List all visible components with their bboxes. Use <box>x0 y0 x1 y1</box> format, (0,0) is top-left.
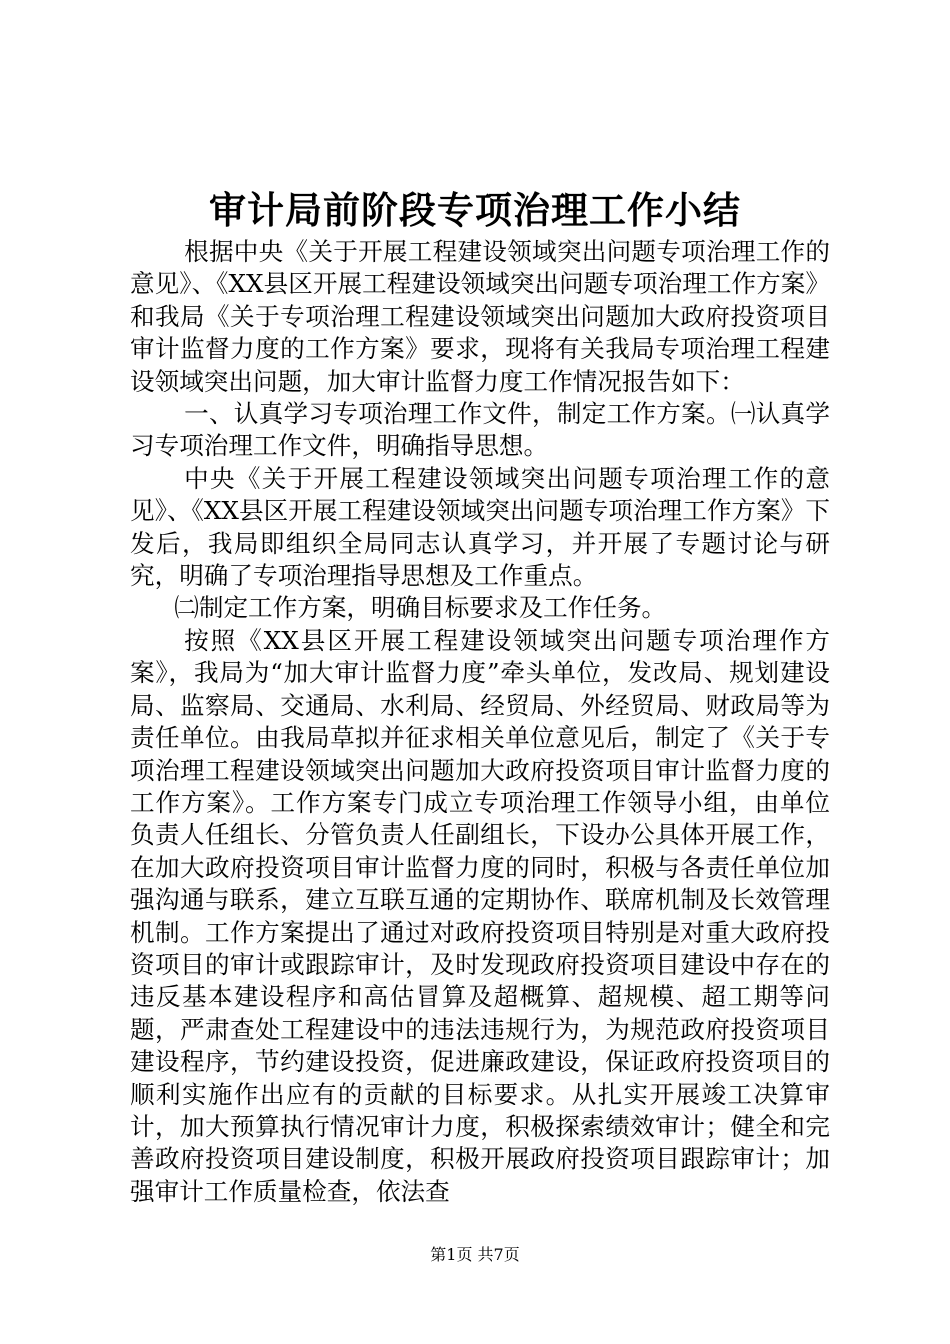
paragraph-intro: 根据中央《关于开展工程建设领域突出问题专项治理工作的意见》、《XX县区开展工程建设领域突出问题专项治理工作方案》和我局《关于专项治理工程建设领域突出问题加大政府投资项目审计监督力度的工作方案》要求，现将有关我局专项治理工程建设领域突出问题，加大审计监督力度工作情况报告如下： <box>130 237 830 396</box>
page-number-footer: 第1页 共7页 <box>430 1245 520 1264</box>
document-title: 审计局前阶段专项治理工作小结 <box>209 188 741 232</box>
document-body <box>130 236 830 1208</box>
paragraph-subsection-two-heading: ㈡制定工作方案，明确目标要求及工作任务。 <box>174 593 667 623</box>
paragraph-study-documents: 中央《关于开展工程建设领域突出问题专项治理工作的意见》、《XX县区开展工程建设领域突出问题专项治理工作方案》下发后，我局即组织全局同志认真学习，并开展了专题讨论与研究，明确了专项治理指导思想及工作重点。 <box>130 463 830 591</box>
paragraph-work-plan: 按照《XX县区开展工程建设领域突出问题专项治理作方案》，我局为“加大审计监督力度”牵头单位，发改局、规划建设局、监察局、交通局、水利局、经贸局、外经贸局、财政局等为责任单位。由我局草拟并征求相关单位意见后，制定了《关于专项治理工程建设领域突出问题加大政府投资项目审计监督力度的工作方案》。工作方案专门成立专项治理工作领导小组，由单位负责人任组长、分管负责人任副组长，下设办公具体开展工作，在加大政府投资项目审计监督力度的同时，积极与各责任单位加强沟通与联系，建立互联互通的定期协作、联席机制及长效管理机制。工作方案提出了通过对政府投资项目特别是对重大政府投资项目的审计或跟踪审计，及时发现政府投资项目建设中存在的违反基本建设程序和高估冒算及超概算、超规模、超工期等问题，严肃查处工程建设中的违法违规行为，为规范政府投资项目建设程序，节约建设投资，促进廉政建设，保证政府投资项目的顺利实施作出应有的贡献的目标要求。从扎实开展竣工决算审计，加大预算执行情况审计力度，积极探索绩效审计；健全和完善政府投资项目建设制度，积极开展政府投资项目跟踪审计；加强审计工作质量检查，依法查 <box>130 625 830 1206</box>
paragraph-section-one-heading: 一、认真学习专项治理工作文件，制定工作方案。㈠认真学习专项治理工作文件，明确指导思想。 <box>130 399 830 461</box>
